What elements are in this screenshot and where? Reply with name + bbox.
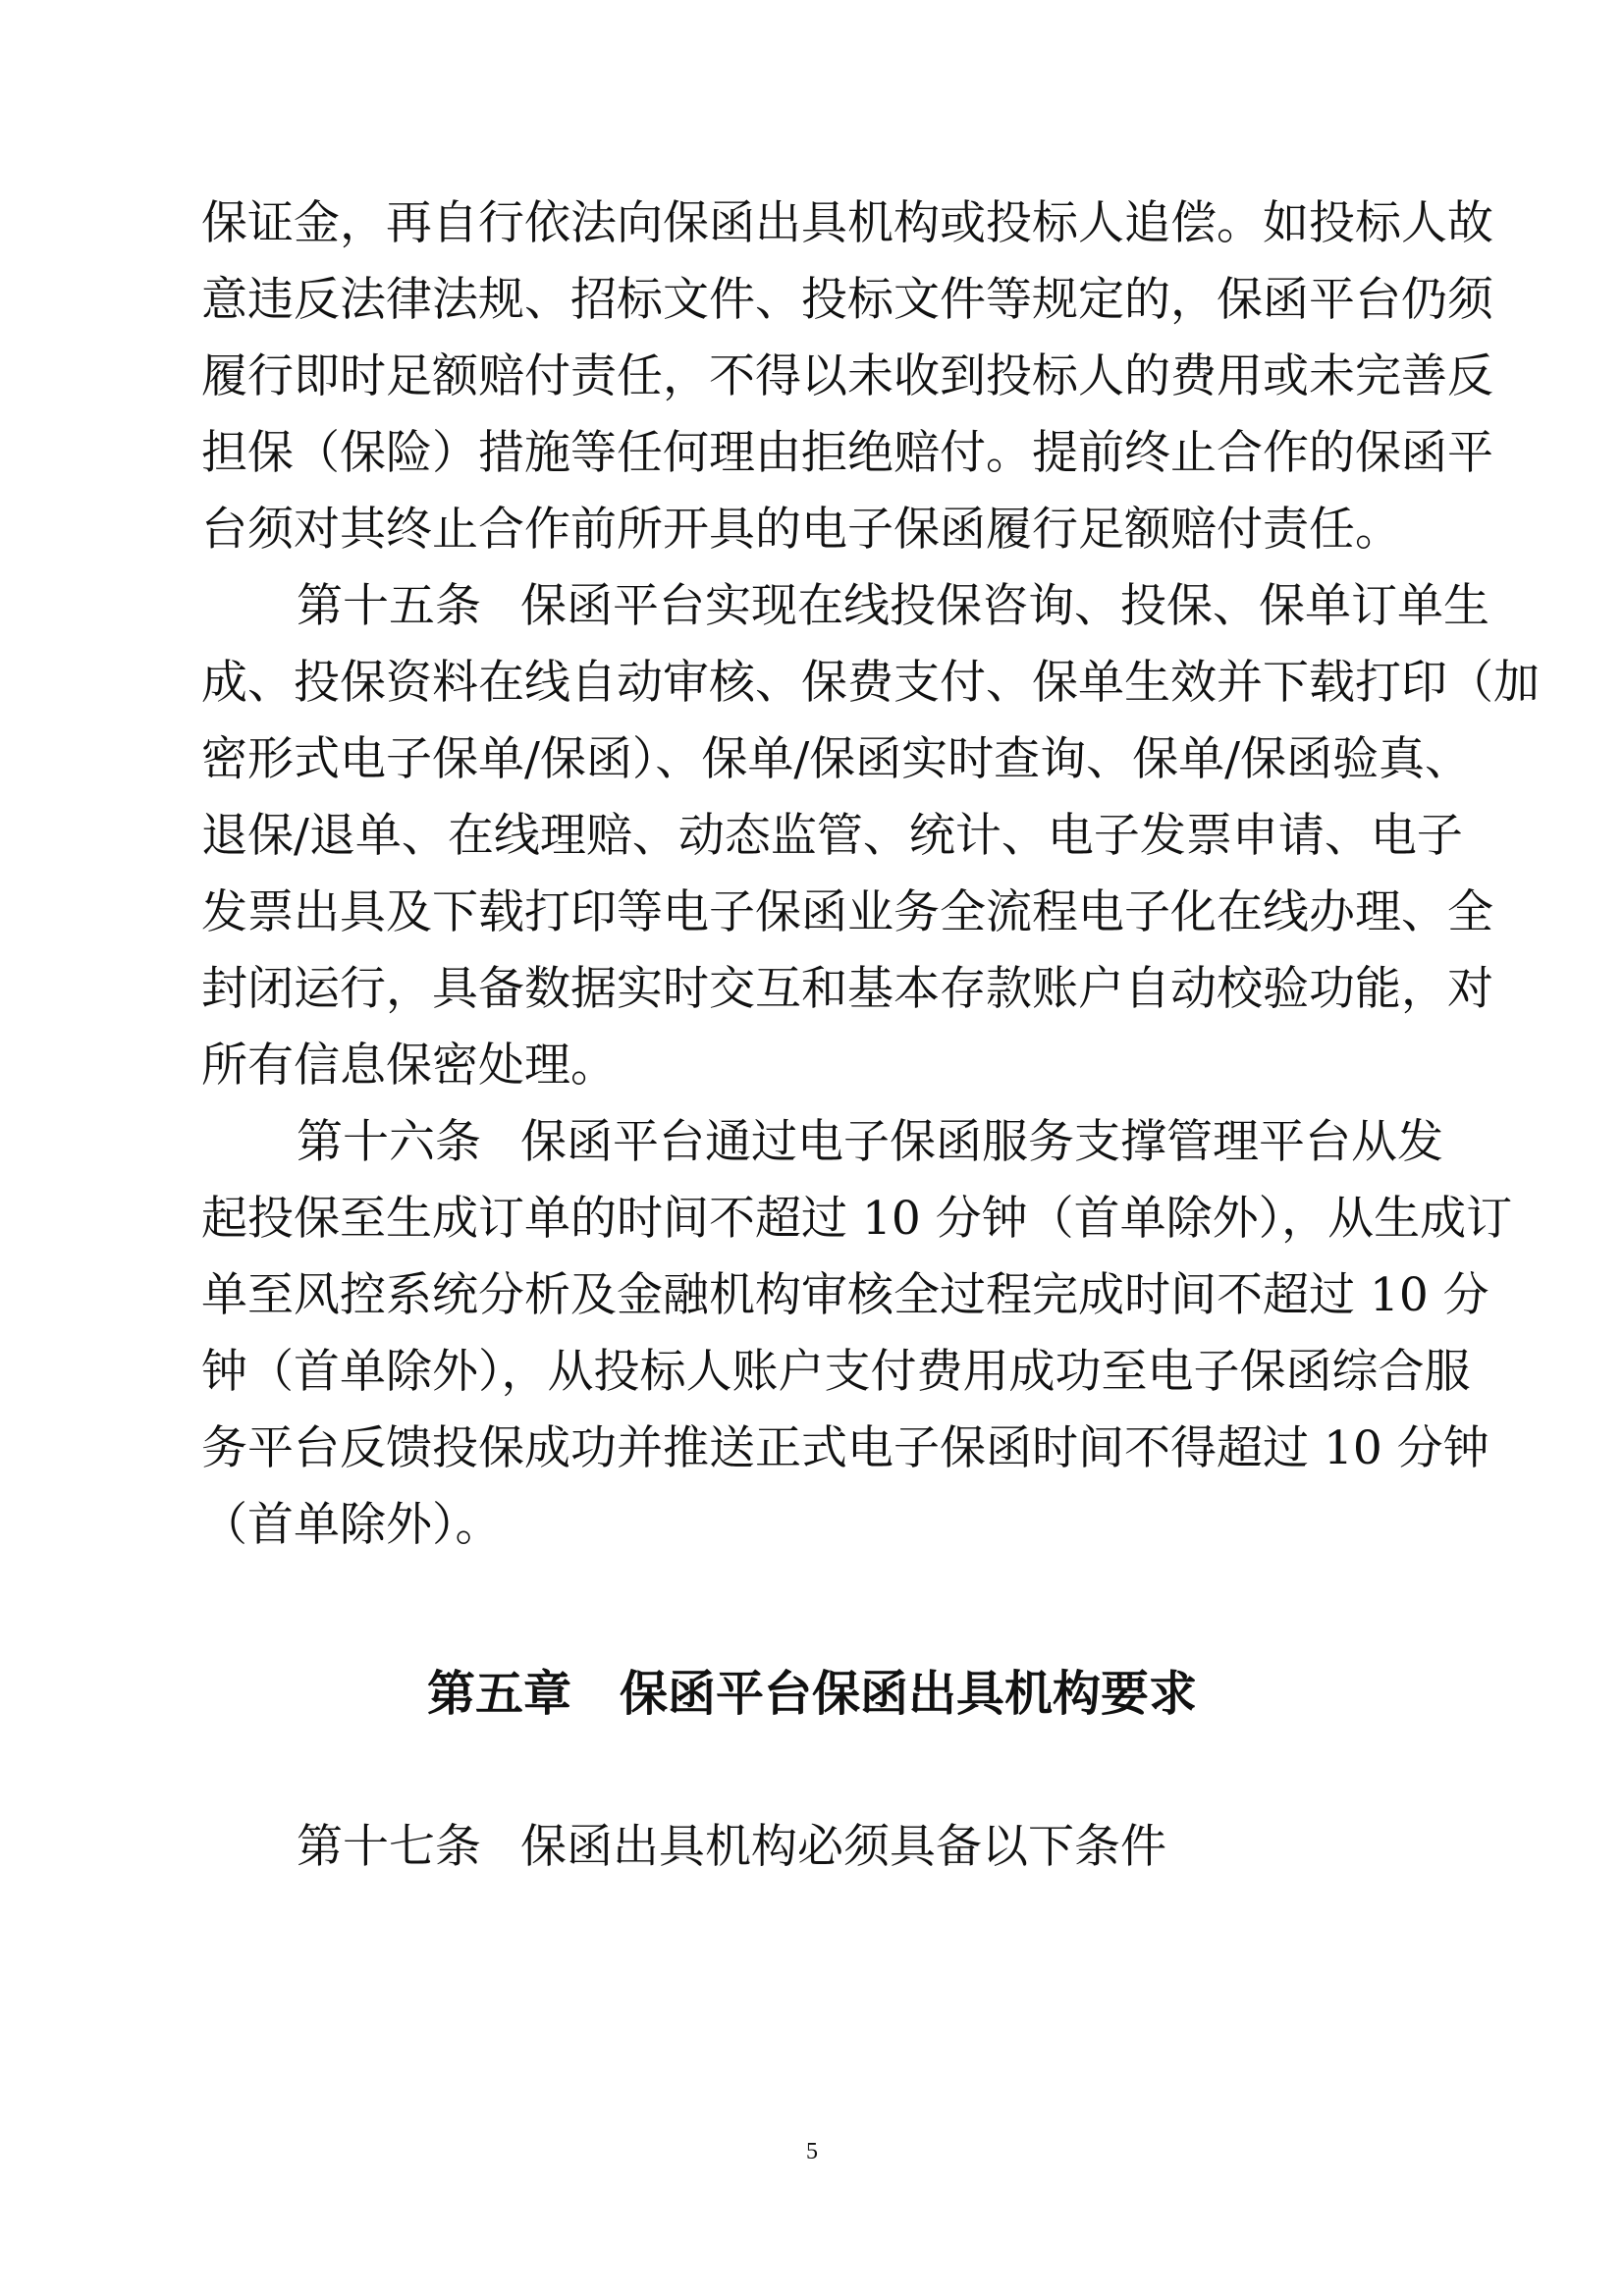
text-line [0, 339, 1624, 415]
page-number: 5 [806, 2139, 818, 2164]
paragraph-text: 封闭运行，具备数据实时交互和基本存款账户自动校验功能，对 [201, 962, 1493, 1016]
text-line [0, 415, 1624, 492]
text-line [0, 1028, 1624, 1104]
paragraph-text: 钟（首单除外），从投标人账户支付费用成功至电子保函综合服 [201, 1345, 1471, 1399]
text-line [0, 1411, 1624, 1487]
chapter-heading: 第五章 保函平台保函出具机构要求 [426, 1666, 1197, 1722]
paragraph-text: 保函平台实现在线投保咨询、投保、保单订单生 [520, 579, 1489, 633]
text-line [0, 1257, 1624, 1334]
text-line [0, 1334, 1624, 1411]
paragraph-text: 密形式电子保单/保函）、保单/保函实时查询、保单/保函验真、 [201, 732, 1472, 786]
paragraph-text: 台须对其终止合作前所开具的电子保函履行足额赔付责任。 [201, 503, 1401, 557]
article-number: 第十五条 [297, 579, 481, 633]
paragraph-text: 担保（保险）措施等任何理由拒绝赔付。提前终止合作的保函平 [201, 426, 1493, 480]
article-number: 第十七条 [297, 1820, 481, 1874]
text-line [0, 1181, 1624, 1257]
paragraph-text: 务平台反馈投保成功并推送正式电子保函时间不得超过 10 分钟 [201, 1421, 1489, 1475]
paragraph-text: 发票出具及下载打印等电子保函业务全流程电子化在线办理、全 [201, 885, 1493, 939]
paragraph-text: 保证金，再自行依法向保函出具机构或投标人追偿。如投标人故 [201, 196, 1493, 250]
paragraph-text: 退保/退单、在线理赔、动态监管、统计、电子发票申请、电子 [201, 809, 1463, 863]
text-line [0, 951, 1624, 1028]
text-line [0, 875, 1624, 951]
text-line [0, 645, 1624, 721]
text-line [0, 262, 1624, 339]
text-line [0, 798, 1624, 875]
text-line [0, 1487, 1624, 1564]
paragraph-text: 起投保至生成订单的时间不超过 10 分钟（首单除外），从生成订 [201, 1192, 1513, 1246]
paragraph-text: 履行即时足额赔付责任，不得以未收到投标人的费用或未完善反 [201, 349, 1493, 403]
text-line [0, 568, 1624, 645]
paragraph-text: 所有信息保密处理。 [201, 1039, 617, 1093]
paragraph-text: 单至风控系统分析及金融机构审核全过程完成时间不超过 10 分 [201, 1268, 1489, 1322]
paragraph-text: 成、投保资料在线自动审核、保费支付、保单生效并下载打印（加 [201, 656, 1540, 710]
article-number: 第十六条 [297, 1115, 481, 1169]
paragraph-text: （首单除外）。 [201, 1498, 502, 1552]
paragraph-text: 意违反法律法规、招标文件、投标文件等规定的，保函平台仍须 [201, 273, 1493, 327]
text-line [0, 492, 1624, 568]
text-line [0, 1104, 1624, 1181]
text-line [0, 186, 1624, 262]
paragraph-text: 保函出具机构必须具备以下条件 [520, 1820, 1166, 1874]
text-line [0, 1809, 1624, 1886]
paragraph-text: 保函平台通过电子保函服务支撑管理平台从发 [520, 1115, 1443, 1169]
text-line [0, 721, 1624, 798]
